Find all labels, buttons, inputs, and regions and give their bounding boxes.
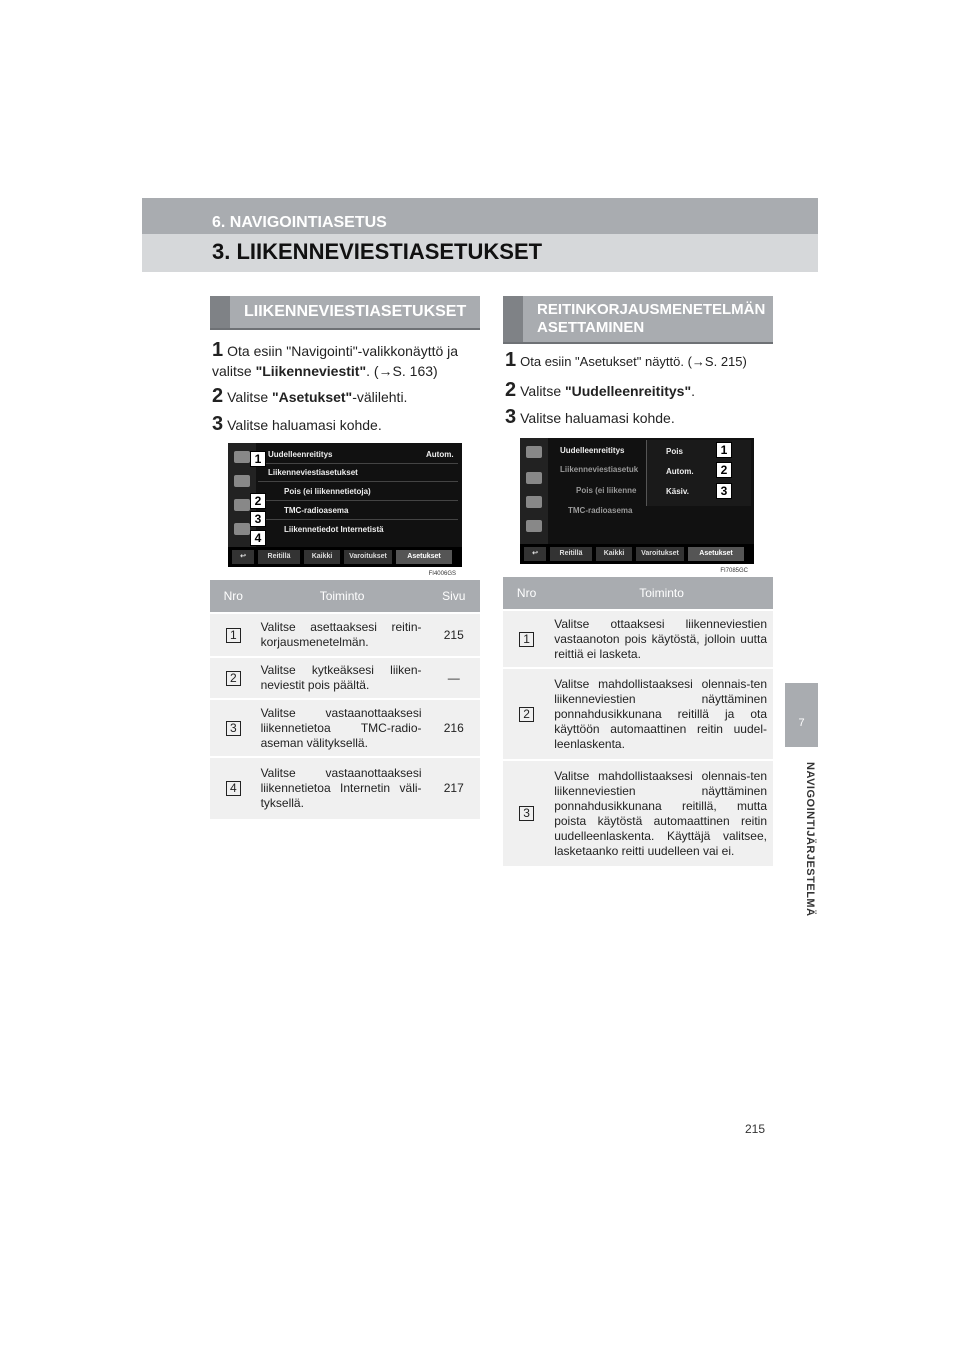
step-text: -välilehti. — [352, 389, 408, 405]
table-row — [210, 699, 480, 757]
row-number: 2 — [519, 707, 534, 722]
option-pois: Pois — [666, 447, 683, 456]
tab-asetukset: Asetukset — [396, 550, 452, 564]
row-page: 217 — [428, 757, 480, 819]
col-toiminto: Toiminto — [257, 580, 428, 613]
tab-kaikki: Kaikki — [304, 550, 340, 564]
step-text-bold: "Liikenneviestit" — [255, 363, 367, 379]
divider — [258, 519, 458, 520]
screenshot-tab-bar — [228, 547, 462, 567]
row-number-cell — [503, 668, 550, 760]
left-screenshot — [228, 443, 462, 577]
row-number: 4 — [226, 781, 241, 796]
divider — [258, 481, 458, 482]
right-section-heading-line1: REITINKORJAUSMENETELMÄN — [537, 301, 766, 318]
row-text: Valitse kytkeäksesi liiken-neviestit pois päältä. — [257, 657, 428, 699]
row-number: 3 — [519, 806, 534, 821]
tab-varoitukset: Varoitukset — [344, 550, 392, 564]
row-text: Valitse asettaaksesi reitin-korjausmenetelmän. — [257, 613, 428, 657]
row-text: Valitse mahdollistaaksesi olennais-ten liikenneviestien näyttäminen ponnahdusikkunana reitillä, mutta poista käytöstä automaattinen reitin uudelleenlaskenta. Käyttäjä valitsee, lasketaanko reitti uudelleen vai ei. — [550, 760, 773, 866]
divider — [258, 463, 458, 464]
popup-panel — [646, 440, 751, 506]
callout-3: 3 — [250, 511, 266, 527]
media-icon — [234, 475, 250, 487]
tab-reitilla: Reitillä — [258, 550, 300, 564]
menu-row: Pois (ei liikennetietoja) — [284, 487, 371, 496]
row-number-cell — [503, 760, 550, 866]
menu-row: TMC-radioasema — [568, 506, 633, 515]
right-function-table — [503, 577, 773, 866]
media-icon — [526, 472, 542, 484]
right-heading-rule — [503, 342, 773, 344]
tab-reitilla: Reitillä — [550, 547, 592, 561]
row-page: 216 — [428, 699, 480, 757]
row-number: 3 — [226, 721, 241, 736]
table-row — [503, 668, 773, 760]
page-number: 215 — [745, 1122, 766, 1136]
image-code: FI4006GS — [428, 571, 456, 577]
warning-icon — [234, 499, 250, 511]
section-label: 6. NAVIGOINTIASETUS — [142, 198, 818, 234]
step-number: 2 — [505, 379, 517, 401]
step-number: 2 — [212, 385, 224, 407]
page-title: 3. LIIKENNEVIESTIASETUKSET — [142, 234, 818, 272]
row-number-cell — [210, 657, 257, 699]
row-number: 1 — [226, 628, 241, 643]
row-page: 215 — [428, 613, 480, 657]
step-text: . — [691, 383, 695, 399]
row-number-cell — [210, 613, 257, 657]
tab-asetukset: Asetukset — [688, 547, 744, 561]
row-number-cell — [210, 757, 257, 819]
row-number: 2 — [226, 671, 241, 686]
back-icon: ↩ — [524, 547, 546, 561]
col-nro: Nro — [503, 577, 550, 610]
row-text: Valitse vastaanottaaksesi liikennetietoa Internetin väli-tyksellä. — [257, 757, 428, 819]
row-text: Valitse ottaaksesi liikenneviestien vastaanoton pois käytöstä, jolloin uutta reittiä ei lasketa. — [550, 610, 773, 668]
callout-4: 4 — [250, 530, 266, 546]
left-heading-rule — [210, 328, 480, 330]
option-autom: Autom. — [666, 467, 694, 476]
right-step-1 — [505, 350, 773, 372]
col-toiminto: Toiminto — [550, 577, 773, 610]
menu-value: Autom. — [426, 450, 454, 459]
step-text: Valitse — [520, 383, 565, 399]
step-number: 1 — [212, 339, 224, 361]
step-text: Ota esiin "Asetukset" näyttö. (→S. 215) — [520, 354, 747, 369]
gear-icon — [234, 523, 250, 535]
step-number: 3 — [212, 413, 224, 435]
menu-row: Liikenneviestiasetukset — [268, 468, 358, 477]
table-row — [210, 657, 480, 699]
row-number-cell — [503, 610, 550, 668]
right-screenshot — [520, 438, 754, 574]
menu-row: TMC-radioasema — [284, 506, 349, 515]
settings-icon — [234, 451, 250, 463]
gear-icon — [526, 520, 542, 532]
menu-row: Uudelleenreititys — [268, 450, 333, 459]
step-text-bold: "Asetukset" — [272, 389, 353, 405]
table-row — [503, 610, 773, 668]
table-row — [210, 757, 480, 819]
row-page: — — [428, 657, 480, 699]
menu-row: Uudelleenreititys — [560, 446, 625, 455]
callout-1: 1 — [250, 451, 266, 467]
right-section-heading — [503, 296, 773, 342]
col-sivu: Sivu — [428, 580, 480, 613]
table-row — [503, 760, 773, 866]
callout-3: 3 — [716, 483, 732, 499]
chapter-header — [142, 198, 818, 272]
screenshot-sidebar — [520, 438, 548, 544]
row-number: 1 — [519, 632, 534, 647]
tab-varoitukset: Varoitukset — [636, 547, 684, 561]
menu-row: Liikennetiedot Internetistä — [284, 525, 384, 534]
row-text: Valitse mahdollistaaksesi olennais-ten liikenneviestien näyttäminen ponnahdusikkunana reitillä ja ota käyttöön automaattinen reitin uudel-leenlaskenta. — [550, 668, 773, 760]
step-text: Valitse haluamasi kohde. — [227, 417, 382, 433]
left-section-heading — [210, 296, 480, 328]
row-number-cell — [210, 699, 257, 757]
step-text: Valitse — [227, 389, 272, 405]
row-text: Valitse vastaanottaaksesi liikennetietoa TMC-radio-aseman välityksellä. — [257, 699, 428, 757]
callout-2: 2 — [250, 493, 266, 509]
menu-row: Pois (ei liikenne — [576, 486, 637, 495]
right-section-heading-line2: ASETTAMINEN — [537, 319, 645, 336]
step-text: Ota esiin "Navigointi"-valikkonäyttö ja valitse — [212, 343, 459, 379]
left-step-1 — [212, 340, 480, 381]
option-kasiv: Käsiv. — [666, 487, 689, 496]
callout-2: 2 — [716, 462, 732, 478]
settings-icon — [526, 446, 542, 458]
back-icon: ↩ — [232, 550, 254, 564]
left-step-3 — [212, 414, 480, 435]
tab-kaikki: Kaikki — [596, 547, 632, 561]
step-text-bold: "Uudelleenreititys" — [565, 383, 692, 399]
menu-row: Liikenneviestiasetuk — [560, 465, 639, 474]
right-step-2 — [505, 380, 773, 401]
screenshot-tab-bar — [520, 544, 754, 564]
left-function-table — [210, 580, 480, 819]
col-nro: Nro — [210, 580, 257, 613]
step-text: . (→S. 163) — [366, 363, 438, 379]
step-number: 1 — [505, 349, 517, 371]
left-section-heading-text: LIIKENNEVIESTIASETUKSET — [244, 303, 467, 320]
step-number: 3 — [505, 406, 517, 428]
table-header-row — [503, 577, 773, 610]
left-step-2 — [212, 386, 480, 407]
step-text: Valitse haluamasi kohde. — [520, 410, 675, 426]
chapter-tab-number: 7 — [785, 683, 818, 747]
image-code: FI7085GC — [720, 568, 748, 574]
chapter-tab-label: NAVIGOINTIJÄRJESTELMÄ — [804, 762, 816, 917]
table-header-row — [210, 580, 480, 613]
table-row — [210, 613, 480, 657]
right-step-3 — [505, 407, 773, 428]
warning-icon — [526, 496, 542, 508]
callout-1: 1 — [716, 442, 732, 458]
divider — [258, 500, 458, 501]
